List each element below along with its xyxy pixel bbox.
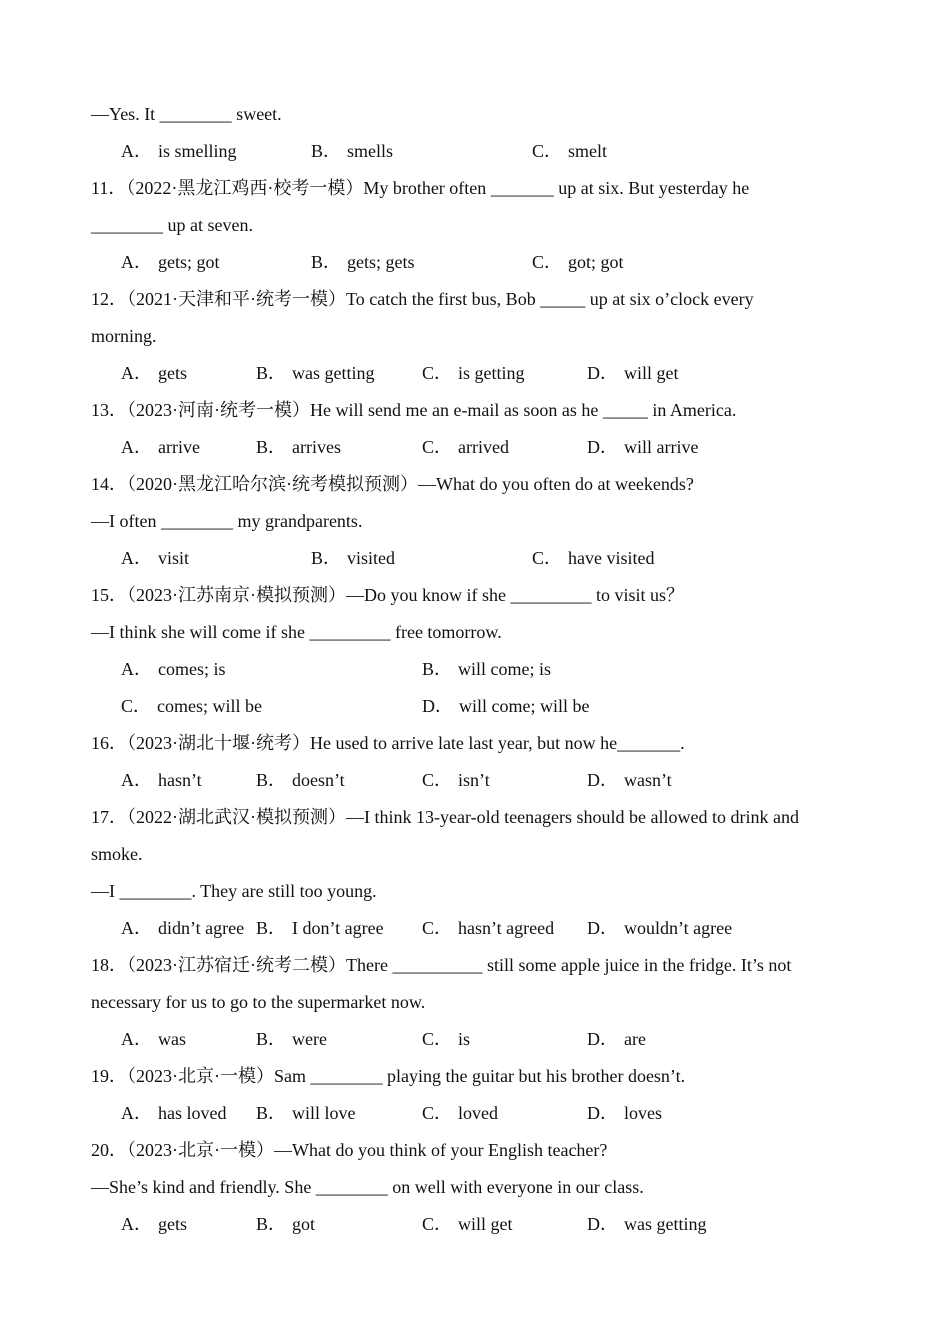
q16-option-a: A． hasn’t (121, 770, 202, 790)
q13-option-d: D． will arrive (587, 437, 699, 457)
q14-stem-cont: —I often ________ my grandparents. (91, 511, 363, 531)
q12-stem: 12．（2021·天津和平·统考一模）To catch the first bus, Bob _____ up at six o’clock every (91, 289, 754, 309)
q20-options (121, 1213, 881, 1235)
q13-stem: 13．（2023·河南·统考一模）He will send me an e-mail as soon as he _____ in America. (91, 400, 737, 420)
q15-option-c: C． comes; will be (121, 696, 262, 716)
q17-stem: 17．（2022·湖北武汉·模拟预测）—I think 13-year-old teenagers should be allowed to drink and (91, 807, 800, 827)
q14-option-a: A． visit (121, 548, 190, 568)
q14-options (121, 547, 881, 569)
q12-option-d: D． will get (587, 363, 679, 383)
q17-response: —I ________. They are still too young. (91, 881, 377, 901)
q12-option-b: B． was getting (256, 363, 375, 383)
q15-stem-cont: —I think she will come if she _________ free tomorrow. (91, 622, 502, 642)
q16-stem: 16．（2023·湖北十堰·统考）He used to arrive late last year, but now he_______. (91, 733, 685, 753)
q15-option-d: D． will come; will be (422, 696, 590, 716)
q13-option-c: C． arrived (422, 437, 509, 457)
q16-options (121, 769, 881, 791)
q10-options (121, 140, 881, 162)
q18-stem-cont: necessary for us to go to the supermarket now. (91, 992, 426, 1012)
q11-option-b: B． gets; gets (311, 252, 415, 272)
q20-stem-cont: —She’s kind and friendly. She ________ on well with everyone in our class. (91, 1177, 644, 1197)
q17-options (121, 917, 881, 939)
q19-option-b: B． will love (256, 1103, 356, 1123)
q16-option-c: C． isn’t (422, 770, 490, 790)
q20-option-a: A． gets (121, 1214, 187, 1234)
q18-option-b: B． were (256, 1029, 327, 1049)
q18-option-d: D． are (587, 1029, 646, 1049)
q10-option-c: C． smelt (532, 141, 608, 161)
q20-stem: 20．（2023·北京·一模）—What do you think of your English teacher? (91, 1140, 608, 1160)
q19-option-c: C． loved (422, 1103, 499, 1123)
q10-option-a: A． is smelling (121, 141, 237, 161)
q19-option-a: A． has loved (121, 1103, 227, 1123)
q18-option-c: C． is (422, 1029, 471, 1049)
q11-option-c: C． got; got (532, 252, 624, 272)
q11-stem-cont: ________ up at seven. (91, 215, 253, 235)
q10-stem: —Yes. It ________ sweet. (91, 104, 282, 124)
q15-stem: 15．（2023·江苏南京·模拟预测）—Do you know if she _________ to visit us？ (91, 585, 684, 605)
q10-option-b: B． smells (311, 141, 394, 161)
q14-option-b: B． visited (311, 548, 396, 568)
q12-option-c: C． is getting (422, 363, 525, 383)
q20-option-c: C． will get (422, 1214, 513, 1234)
q11-stem: 11．（2022·黑龙江鸡西·校考一模）My brother often _______ up at six. But yesterday he (91, 178, 750, 198)
q14-stem: 14．（2020·黑龙江哈尔滨·统考模拟预测）—What do you often do at weekends? (91, 474, 694, 494)
q13-option-a: A． arrive (121, 437, 200, 457)
q12-stem-cont: morning. (91, 326, 157, 346)
q15-options-row1 (121, 658, 881, 680)
q12-options (121, 362, 881, 384)
q18-option-a: A． was (121, 1029, 186, 1049)
q11-options (121, 251, 881, 273)
q17-option-d: D． wouldn’t agree (587, 918, 733, 938)
q14-option-c: C． have visited (532, 548, 655, 568)
q15-options-row2 (121, 695, 881, 717)
q19-stem: 19．（2023·北京·一模）Sam ________ playing the guitar but his brother doesn’t. (91, 1066, 686, 1086)
q20-option-d: D． was getting (587, 1214, 707, 1234)
q13-options (121, 436, 881, 458)
q18-stem: 18．（2023·江苏宿迁·统考二模）There __________ still some apple juice in the fridge. It’s not (91, 955, 792, 975)
q17-option-b: B． I don’t agree (256, 918, 384, 938)
q16-option-d: D． wasn’t (587, 770, 672, 790)
q17-stem-cont: smoke. (91, 844, 143, 864)
q13-option-b: B． arrives (256, 437, 341, 457)
q16-option-b: B． doesn’t (256, 770, 345, 790)
q15-option-a: A． comes; is (121, 659, 226, 679)
q19-option-d: D． loves (587, 1103, 662, 1123)
q20-option-b: B． got (256, 1214, 316, 1234)
q11-option-a: A． gets; got (121, 252, 220, 272)
q17-option-a: A． didn’t agree (121, 918, 245, 938)
q15-option-b: B． will come; is (422, 659, 552, 679)
q18-options (121, 1028, 881, 1050)
q12-option-a: A． gets (121, 363, 187, 383)
q17-option-c: C． hasn’t agreed (422, 918, 555, 938)
q19-options (121, 1102, 881, 1124)
